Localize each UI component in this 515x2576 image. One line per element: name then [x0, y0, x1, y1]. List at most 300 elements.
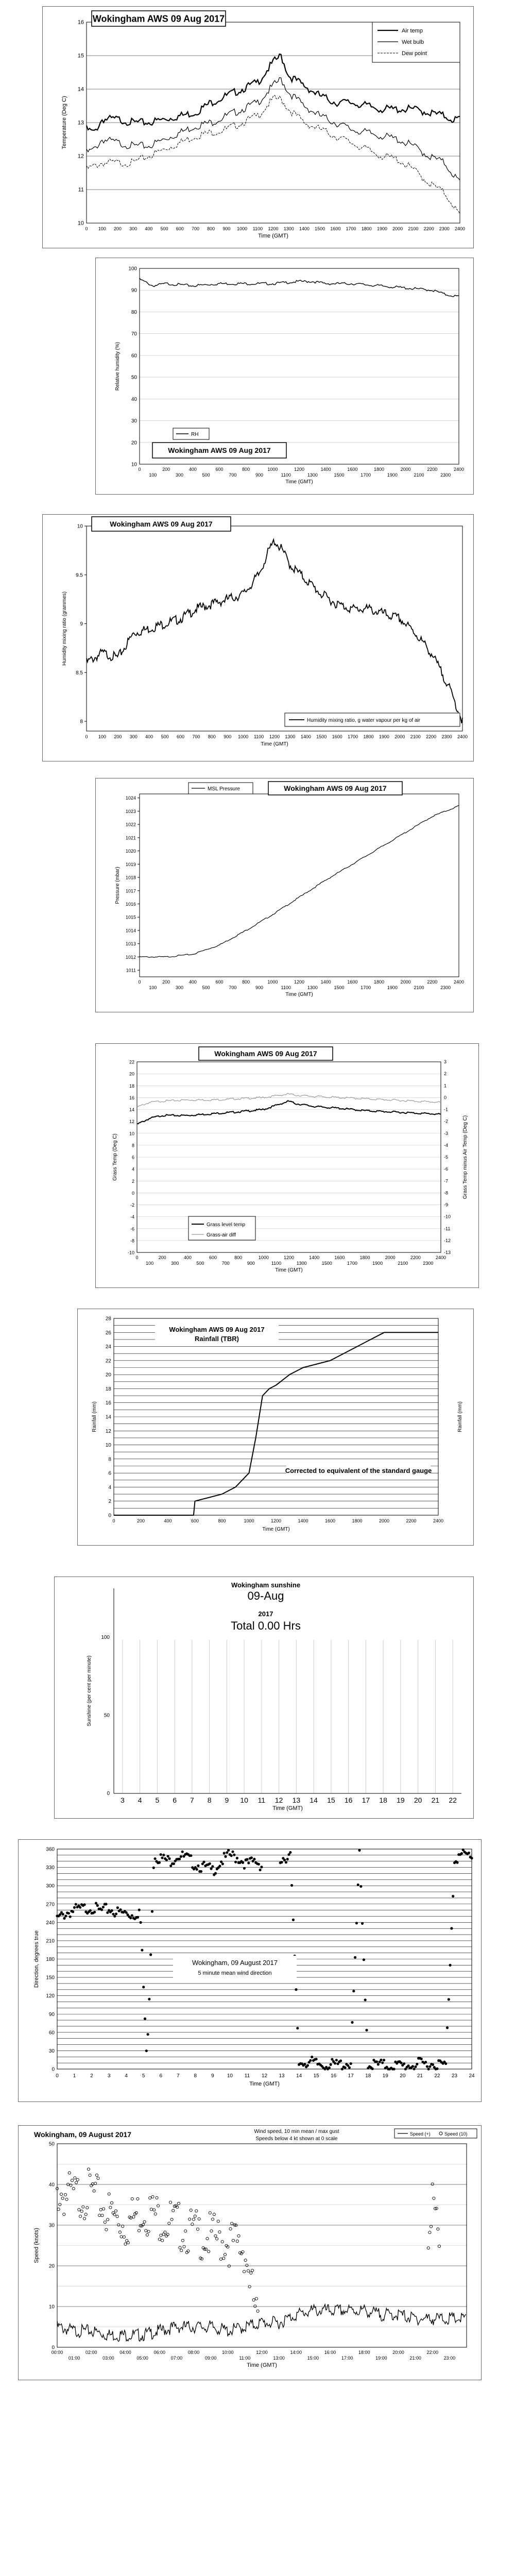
wind-gust-point: [147, 2230, 150, 2233]
wind-gust-point: [76, 2178, 79, 2181]
y-tick-label: 120: [46, 1993, 55, 1999]
x-tick-label: 600: [215, 467, 224, 472]
y-tick-label: 360: [46, 1846, 55, 1853]
x-tick-label: 500: [202, 472, 210, 478]
wind-gust-point: [145, 2229, 147, 2232]
x-tick-label: 0: [85, 734, 88, 739]
wind-gust-point: [170, 2218, 173, 2221]
wind-gust-point: [101, 2214, 104, 2217]
wind-direction-point: [436, 2067, 438, 2070]
x-tick-label: 1500: [334, 985, 345, 990]
wind-gust-point: [98, 2214, 101, 2216]
wind-direction-point: [285, 1861, 287, 1863]
wind-gust-point: [82, 2206, 84, 2208]
y-tick-label: -6: [130, 1226, 134, 1232]
x-tick-label: 1900: [387, 985, 398, 990]
wind-gust-point: [208, 2250, 210, 2253]
y-axis-label: Temperature (Deg C): [61, 96, 67, 149]
wind-direction-point: [350, 2062, 352, 2065]
y-tick-label: 22: [105, 1358, 111, 1364]
x-tick-label: 900: [224, 734, 232, 739]
x-tick-label: 1900: [376, 226, 387, 231]
wind-direction-point: [180, 1855, 182, 1858]
x-tick-label: 19: [382, 2073, 388, 2079]
wind-gust-point: [222, 2257, 225, 2260]
wind-direction-point: [335, 2059, 338, 2061]
wind-gust-point: [127, 2242, 129, 2244]
x-tick-label: 1600: [347, 979, 358, 985]
wind-gust-point: [430, 2225, 433, 2228]
chart-subtitle: Rainfall (TBR): [195, 1335, 239, 1343]
x-tick-label: 2300: [440, 472, 451, 478]
x-tick-label: 100: [149, 985, 157, 990]
wind-direction-point: [105, 1903, 107, 1905]
y-tick-label: 16: [77, 19, 84, 26]
wind-direction-point: [334, 2062, 336, 2064]
y-tick-label: 10: [129, 1131, 134, 1137]
wind-direction-point: [152, 1867, 155, 1869]
humidity-chart-panel: [95, 258, 474, 495]
wind-direction-point: [247, 1861, 250, 1864]
wind-gust-point: [64, 2193, 66, 2196]
x-tick-label: 1300: [296, 1261, 307, 1266]
wind-gust-point: [179, 2246, 181, 2249]
x-tick-label: 1000: [258, 1255, 269, 1260]
wind-direction-point: [295, 1988, 297, 1991]
wind-direction-point: [309, 2059, 312, 2062]
x-tick-label: 600: [176, 734, 185, 739]
wind-gust-point: [246, 2264, 248, 2266]
grass-temp-series: [137, 1100, 441, 1124]
x-tick-label: 16: [344, 1796, 353, 1804]
x-tick-label: 18: [365, 2073, 371, 2079]
y2-tick-label: -4: [444, 1142, 449, 1148]
x-tick-label: 600: [209, 1255, 217, 1260]
wind-gust-point: [431, 2183, 434, 2185]
x-tick-label: 03:00: [102, 2355, 114, 2361]
x-tick-label: 0: [85, 226, 88, 231]
rainfall-chart-panel: [77, 1309, 474, 1546]
x-tick-label: 11:00: [239, 2355, 251, 2361]
x-tick-label: 700: [192, 734, 200, 739]
wind-gust-point: [123, 2235, 125, 2238]
x-axis-label: Time (GMT): [285, 992, 313, 997]
wind-direction-point: [167, 1855, 169, 1857]
x-tick-label: 1400: [320, 979, 331, 985]
x-tick-label: 2400: [454, 226, 466, 231]
x-tick-label: 400: [164, 1518, 172, 1523]
y-tick-label: 180: [46, 1957, 55, 1962]
y2-tick-label: -8: [444, 1190, 449, 1196]
wind-direction-point: [197, 1865, 199, 1867]
y-tick-label: 1011: [126, 968, 136, 973]
x-tick-label: 300: [129, 226, 138, 231]
wind-gust-point: [224, 2253, 226, 2256]
x-tick-label: 1000: [267, 467, 278, 472]
x-tick-label: 900: [222, 226, 231, 231]
wind-direction-point: [246, 1858, 248, 1860]
x-tick-label: 1400: [299, 226, 310, 231]
y2-tick-label: -1: [444, 1107, 449, 1112]
wind-direction-point: [290, 1884, 293, 1887]
legend-label: Humidity mixing ratio, g water vapour per kg of air: [307, 718, 421, 723]
chart-subtitle-2: Speeds below 4 kt shown at 0 scale: [255, 2136, 338, 2142]
x-tick-label: 2400: [433, 1518, 444, 1523]
x-tick-label: 500: [196, 1261, 204, 1266]
y-tick-label: 70: [131, 331, 137, 337]
y-tick-label: 2: [108, 1499, 111, 1505]
temperature-chart-panel: [42, 6, 474, 248]
y-tick-label: 50: [131, 375, 137, 381]
wind-direction-point: [311, 2056, 313, 2058]
y-tick-label: 20: [129, 1071, 134, 1077]
chart-title: Wokingham AWS 09 Aug 2017: [169, 1326, 265, 1333]
y-tick-label: 1015: [125, 914, 136, 920]
x-tick-label: 800: [242, 979, 250, 985]
x-tick-label: 1400: [320, 467, 331, 472]
x-tick-label: 100: [98, 734, 106, 739]
wind-direction-point: [125, 1911, 128, 1914]
wind-direction-point: [234, 1861, 237, 1863]
x-tick-label: 2000: [394, 734, 405, 739]
wind-direction-point: [411, 2065, 414, 2067]
rh-series: [140, 278, 459, 297]
wind-direction-point: [306, 2064, 309, 2066]
sunshine-year: 2017: [258, 1610, 273, 1618]
wind-direction-point: [292, 1919, 295, 1921]
x-tick-label: 500: [202, 985, 210, 990]
y-axis-label: Sunshine (per cent per minute): [87, 1655, 92, 1726]
y-tick-label: 0: [107, 1791, 110, 1797]
x-tick-label: 1100: [281, 985, 291, 990]
wind-gust-point: [247, 2269, 249, 2272]
wind-gust-point: [172, 2209, 175, 2212]
wind-gust-point: [61, 2197, 64, 2199]
y-tick-label: 4: [131, 1166, 134, 1172]
x-tick-label: 22: [434, 2073, 440, 2079]
x-tick-label: 2400: [457, 734, 468, 739]
x-tick-label: 300: [171, 1261, 179, 1266]
wind-gust-point: [63, 2213, 65, 2215]
y2-tick-label: -7: [444, 1178, 449, 1184]
y-tick-label: 30: [48, 2223, 55, 2229]
wind-direction-point: [116, 1906, 119, 1909]
wind-direction-point: [259, 1869, 262, 1871]
x-axis-label: Time (GMT): [247, 2362, 277, 2368]
mixing-ratio-series: [87, 539, 462, 723]
chart-title: Wokingham AWS 09 Aug 2017: [284, 784, 387, 792]
wind-direction-point: [428, 2065, 431, 2068]
wind-gust-point: [131, 2197, 133, 2200]
legend-label: Grass level temp: [207, 1222, 246, 1228]
x-tick-label: 9: [225, 1796, 229, 1804]
wind-direction-point: [339, 2059, 342, 2062]
pressure-series: [140, 805, 459, 957]
y-tick-label: 9: [80, 621, 83, 628]
x-tick-label: 1000: [237, 226, 248, 231]
y-tick-label: 8.5: [76, 670, 83, 676]
y-tick-label: 26: [105, 1330, 111, 1336]
y2-axis-label: Rainfall (mm): [457, 1401, 463, 1432]
wind-direction-point: [420, 2058, 423, 2060]
legend-label: RH: [191, 432, 199, 437]
wind-gust-point: [433, 2197, 435, 2199]
x-tick-label: 4: [138, 1796, 142, 1804]
x-tick-label: 08:00: [187, 2350, 200, 2355]
y-tick-label: 14: [105, 1414, 111, 1420]
legend-label: Wet bulb: [402, 39, 424, 45]
wind-direction-point: [113, 1915, 116, 1918]
x-tick-label: 1800: [361, 226, 372, 231]
grass-temp-chart: [96, 1044, 479, 1289]
y-tick-label: 12: [129, 1119, 134, 1125]
wind-direction-point: [149, 1953, 152, 1956]
wind-direction-point: [468, 1852, 470, 1854]
x-tick-label: 21: [431, 1796, 440, 1804]
chart-title: Wokingham AWS 09 Aug 2017: [110, 519, 213, 528]
y-gridlines: [114, 1318, 438, 1515]
x-tick-label: 2300: [439, 226, 450, 231]
y-tick-label: 14: [129, 1107, 134, 1112]
wind-gust-point: [87, 2168, 90, 2171]
x-tick-label: 800: [218, 1518, 226, 1523]
x-tick-label: 3: [107, 2073, 111, 2079]
x-tick-label: 300: [175, 985, 184, 990]
x-tick-label: 800: [208, 734, 216, 739]
y-tick-label: 0: [52, 2066, 55, 2073]
wind-gust-point: [221, 2241, 224, 2243]
y-tick-label: 60: [48, 2030, 55, 2036]
x-tick-label: 1100: [271, 1261, 282, 1266]
y-tick-label: 6: [108, 1470, 111, 1477]
x-tick-label: 100: [98, 226, 106, 231]
x-tick-label: 2100: [414, 472, 424, 478]
x-tick-label: 1200: [294, 467, 305, 472]
x-tick-label: 200: [136, 1518, 145, 1523]
wind-direction-point: [448, 1998, 450, 2001]
wind-gust-point: [71, 2179, 74, 2182]
x-tick-label: 17: [362, 1796, 370, 1804]
wind-direction-point: [296, 2027, 299, 2029]
x-tick-label: 900: [247, 1261, 255, 1266]
x-tick-label: 700: [221, 1261, 230, 1266]
y-tick-label: 30: [131, 418, 137, 425]
wind-gust-point: [251, 2269, 253, 2272]
wind-gust-point: [60, 2193, 62, 2195]
x-tick-label: 1100: [252, 226, 263, 231]
wind-gust-point: [158, 2238, 161, 2241]
wind-direction-point: [460, 1852, 463, 1855]
wind-direction-point: [75, 1903, 77, 1906]
wind-gust-point: [216, 2238, 218, 2240]
x-tick-label: 1100: [253, 734, 264, 739]
wind-direction-point: [424, 2061, 427, 2063]
wind-direction-point: [352, 1990, 355, 1992]
wind-gust-point: [180, 2249, 183, 2252]
x-tick-label: 1600: [347, 467, 358, 472]
wind-direction-point: [253, 1858, 255, 1860]
x-tick-label: 19: [397, 1796, 405, 1804]
wind-gust-point: [89, 2174, 91, 2177]
wind-gust-point: [229, 2228, 232, 2230]
y-tick-label: 1021: [125, 835, 136, 841]
wind-direction-point: [403, 2062, 405, 2065]
wind-gust-point: [72, 2188, 75, 2190]
wind-direction-chart-panel: [18, 1839, 482, 2102]
x-tick-label: 8: [194, 2073, 197, 2079]
y-axis-label: Speed (knots): [33, 2228, 40, 2263]
x-tick-label: 2300: [440, 985, 451, 990]
x-tick-label: 0: [135, 1255, 139, 1260]
x-tick-label: 2000: [400, 467, 411, 472]
wind-direction-point: [69, 1916, 72, 1918]
x-tick-label: 22:00: [426, 2350, 439, 2355]
x-tick-label: 1300: [283, 226, 294, 231]
x-tick-label: 400: [145, 734, 153, 739]
y-tick-label: 8: [131, 1143, 134, 1148]
wind-direction-point: [200, 1870, 202, 1873]
wind-gust-point: [138, 2229, 140, 2232]
x-tick-label: 2100: [408, 226, 419, 231]
y-tick-label: 10: [77, 220, 84, 227]
y-tick-label: 1019: [125, 861, 136, 867]
wind-gust-point: [78, 2208, 80, 2211]
y-tick-label: 40: [48, 2182, 55, 2188]
x-tick-label: 23:00: [443, 2355, 456, 2361]
x-tick-label: 12: [261, 2073, 268, 2079]
pressure-chart-panel: [95, 778, 474, 1012]
wind-direction-point: [106, 1911, 109, 1914]
wind-gust-point: [184, 2230, 187, 2232]
wind-gust-point: [160, 2234, 162, 2236]
wind-direction-point: [148, 1998, 150, 2001]
wind-direction-point: [165, 1859, 168, 1861]
x-tick-label: 200: [162, 467, 170, 472]
rainfall-note: Corrected to equivalent of the standard gauge: [285, 1467, 432, 1475]
y2-tick-label: -3: [444, 1130, 449, 1136]
y2-axis-label: Grass Temp minus Air Temp (Deg C): [462, 1115, 468, 1199]
wind-gust-point: [70, 2184, 72, 2187]
x-tick-label: 13:00: [273, 2355, 285, 2361]
wind-gust-point: [428, 2231, 431, 2234]
y-tick-label: 0: [131, 1190, 134, 1196]
x-axis-label: Time (GMT): [249, 2081, 280, 2087]
y-tick-label: 240: [46, 1920, 55, 1926]
x-tick-label: 1200: [294, 979, 305, 985]
sunshine-chart-panel: [54, 1577, 474, 1819]
x-tick-label: 16:00: [324, 2350, 336, 2355]
y-tick-label: 24: [105, 1344, 111, 1350]
y-tick-label: 20: [131, 440, 137, 446]
x-tick-label: 1500: [316, 734, 327, 739]
wind-direction-point: [129, 1917, 132, 1919]
wind-direction-point: [426, 2065, 428, 2068]
wind-speed-mean-series: [57, 2304, 466, 2342]
y-tick-label: 50: [104, 1713, 110, 1719]
x-tick-label: 0: [138, 979, 141, 985]
y-tick-label: 6: [131, 1155, 134, 1160]
y-tick-label: 1023: [125, 808, 136, 814]
y-tick-label: 14: [77, 86, 84, 93]
wind-direction-point: [115, 1912, 117, 1915]
x-tick-label: 13: [279, 2073, 285, 2079]
x-tick-label: 1200: [268, 226, 279, 231]
x-tick-label: 400: [183, 1255, 192, 1260]
y-tick-label: 50: [48, 2141, 55, 2147]
x-tick-label: 800: [207, 226, 215, 231]
x-tick-label: 600: [176, 226, 184, 231]
x-tick-label: 100: [149, 472, 157, 478]
x-tick-label: 3: [120, 1796, 125, 1804]
x-tick-label: 200: [113, 226, 122, 231]
wind-direction-point: [470, 1857, 473, 1859]
x-tick-label: 14:00: [290, 2350, 302, 2355]
x-tick-label: 20: [400, 2073, 406, 2079]
y-tick-label: 8: [108, 1456, 111, 1463]
x-tick-label: 900: [255, 985, 264, 990]
x-axis-label: Time (GMT): [275, 1267, 303, 1273]
x-tick-label: 15: [313, 2073, 319, 2079]
wind-gust-point: [124, 2243, 127, 2245]
x-tick-label: 1000: [267, 979, 278, 985]
x-tick-label: 8: [207, 1796, 212, 1804]
temp-series-2: [87, 77, 460, 180]
x-tick-label: 10: [240, 1796, 248, 1804]
wind-direction-point: [355, 1922, 358, 1924]
y-gridlines: [137, 1062, 441, 1252]
wind-direction-point: [331, 2058, 333, 2061]
wind-direction-point: [381, 2061, 384, 2064]
x-axis-label: Time (GMT): [285, 479, 313, 485]
wind-direction-point: [190, 1854, 192, 1857]
wind-gust-point: [213, 2213, 215, 2216]
y2-tick-label: -13: [444, 1250, 451, 1255]
temperature-chart: [43, 7, 474, 249]
wind-gust-point: [86, 2207, 89, 2209]
y2-tick-label: -10: [444, 1214, 451, 1219]
y-tick-label: -2: [130, 1202, 134, 1208]
wind-gust-point: [74, 2177, 76, 2179]
wind-direction-point: [344, 2066, 346, 2069]
x-tick-label: 10: [227, 2073, 233, 2079]
wind-direction-point: [79, 1906, 81, 1909]
wind-gust-point: [218, 2231, 221, 2233]
x-tick-label: 100: [146, 1261, 154, 1266]
legend-label: Dew point: [402, 50, 427, 57]
temp-series-3: [87, 95, 460, 214]
x-tick-label: 20: [414, 1796, 422, 1804]
wind-direction-point: [330, 2063, 332, 2066]
x-tick-label: 2200: [406, 1518, 417, 1523]
wind-direction-point: [393, 2067, 396, 2070]
y-tick-label: 10: [77, 523, 83, 530]
x-tick-label: 2400: [453, 979, 465, 985]
wind-gust-point: [117, 2224, 120, 2226]
x-tick-label: 2000: [385, 1255, 396, 1260]
y-axis-label: Humidity mixing ratio (grammes): [62, 591, 67, 666]
sunshine-date: 09-Aug: [247, 1589, 284, 1602]
x-tick-label: 0: [56, 2073, 59, 2079]
x-tick-label: 23: [451, 2073, 458, 2079]
x-tick-label: 24: [469, 2073, 475, 2079]
wind-gust-point: [84, 2213, 87, 2216]
wind-direction-point: [377, 2063, 380, 2065]
x-tick-label: 400: [188, 467, 197, 472]
wind-gust-point: [161, 2239, 164, 2242]
wind-gust-point: [237, 2234, 240, 2237]
x-axis-label: Time (GMT): [261, 741, 288, 747]
y-tick-label: 210: [46, 1938, 55, 1944]
